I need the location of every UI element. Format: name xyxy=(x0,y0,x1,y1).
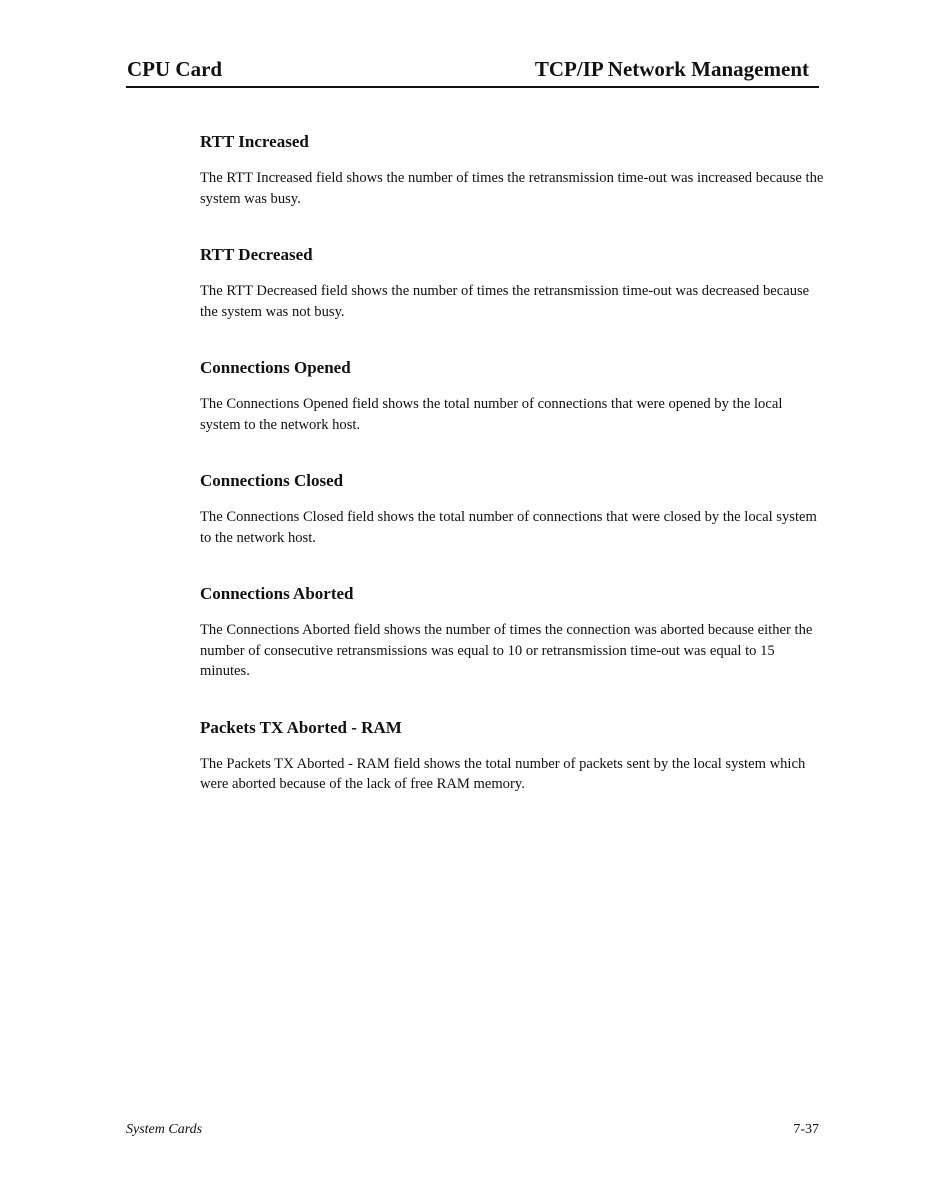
section-body: The RTT Increased field shows the number of times the retransmission time-out was increased because the system was busy. xyxy=(200,170,824,207)
section-heading: Connections Opened xyxy=(200,358,351,377)
section-heading: RTT Increased xyxy=(200,132,309,151)
section-rtt-decreased xyxy=(200,243,825,322)
section-connections-aborted xyxy=(200,582,825,682)
page-content xyxy=(200,130,825,829)
footer-document-title: System Cards xyxy=(126,1122,203,1137)
section-body: The Connections Closed field shows the total number of connections that were closed by the local system to the network host. xyxy=(200,509,817,546)
section-heading: Connections Closed xyxy=(200,471,344,490)
section-connections-closed xyxy=(200,469,825,548)
section-packets-tx-aborted-ram xyxy=(200,716,825,795)
header-section-title: TCP/IP Network Management xyxy=(534,57,809,81)
header-chapter-title: CPU Card xyxy=(127,57,223,81)
section-body: The Connections Aborted field shows the number of times the connection was aborted because either the number of consecutive retransmissions was equal to 10 or retransmission time-out was equal to 15 minutes. xyxy=(200,622,813,679)
section-body: The RTT Decreased field shows the number of times the retransmission time-out was decreased because the system was not busy. xyxy=(200,283,810,320)
footer-page-number: 7-37 xyxy=(793,1122,819,1137)
section-body: The Packets TX Aborted - RAM field shows the total number of packets sent by the local system which were aborted because of the lack of free RAM memory. xyxy=(200,755,806,792)
section-rtt-increased xyxy=(200,130,825,209)
section-heading: Packets TX Aborted - RAM xyxy=(200,717,402,737)
section-heading: Connections Aborted xyxy=(200,584,354,603)
section-connections-opened xyxy=(200,356,825,435)
section-heading: RTT Decreased xyxy=(200,245,313,264)
section-body: The Connections Opened field shows the total number of connections that were opened by the local system to the network host. xyxy=(200,396,783,433)
page-header xyxy=(126,54,819,88)
